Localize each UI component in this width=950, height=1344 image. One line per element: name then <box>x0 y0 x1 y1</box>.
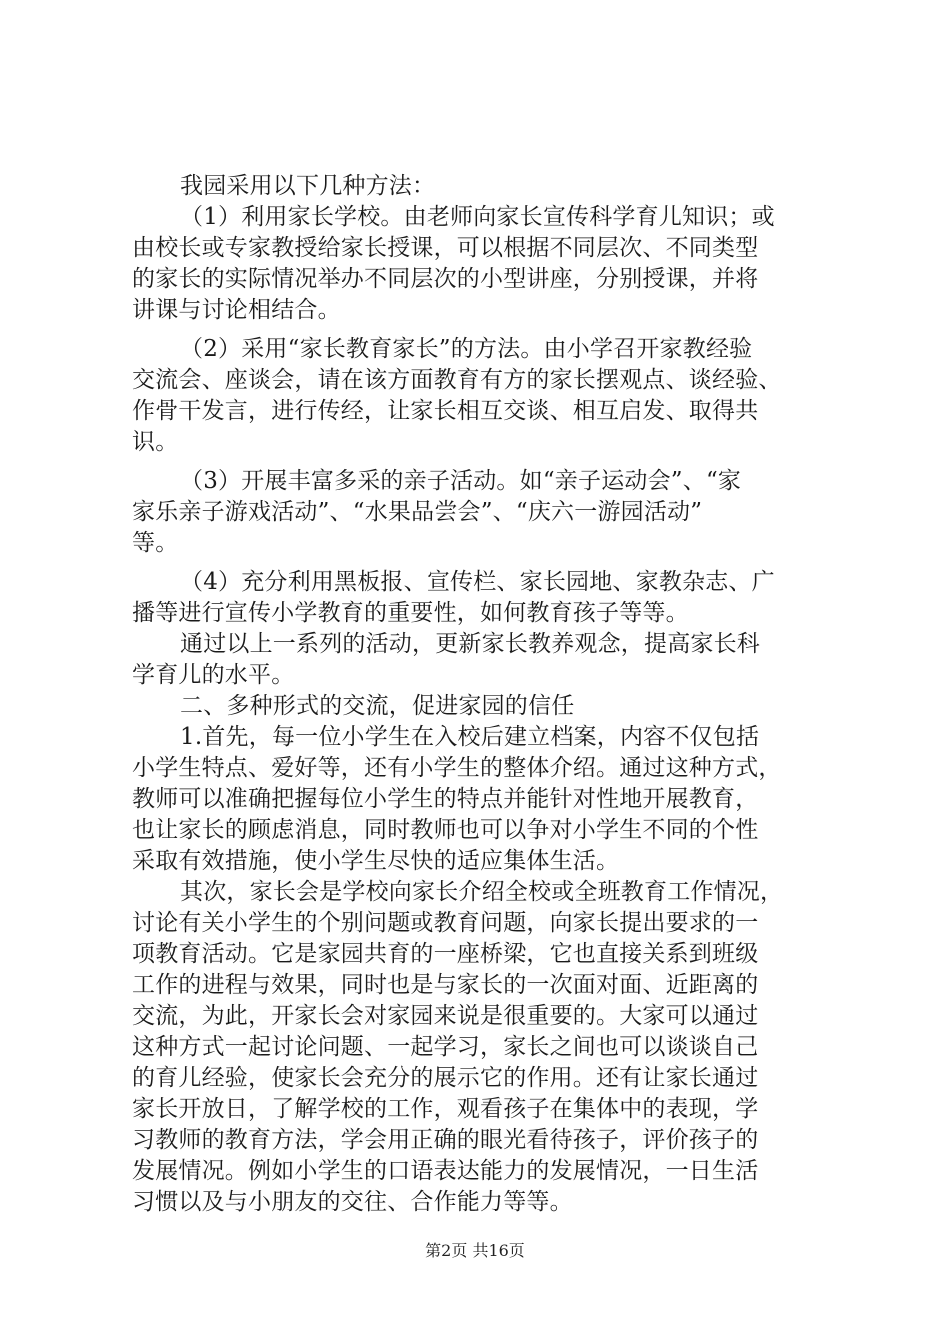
paragraph-line: 讲课与讨论相结合。 <box>132 297 341 323</box>
paragraph-line: （1）利用家长学校。由老师向家长宣传科学育儿知识；或 <box>180 204 775 230</box>
paragraph-line: 家长开放日，了解学校的工作，观看孩子在集体中的表现，学 <box>132 1096 759 1122</box>
paragraph-line: 习教师的教育方法，学会用正确的眼光看待孩子，评价孩子的 <box>132 1127 759 1153</box>
paragraph-line: 播等进行宣传小学教育的重要性，如何教育孩子等等。 <box>132 600 689 626</box>
paragraph-line: 采取有效措施，使小学生尽快的适应集体生活。 <box>132 848 620 874</box>
paragraph-line: 学育儿的水平。 <box>132 662 295 688</box>
paragraph-line: 工作的进程与效果，同时也是与家长的一次面对面、近距离的 <box>132 972 759 998</box>
paragraph-line: （2）采用“家长教育家长”的方法。由小学召开家教经验 <box>180 336 753 362</box>
paragraph-line: 讨论有关小学生的个别问题或教育问题，向家长提出要求的一 <box>132 910 759 936</box>
paragraph-line: 我园采用以下几种方法： <box>180 173 436 199</box>
paragraph-line: 作骨干发言，进行传经，让家长相互交谈、相互启发、取得共 <box>132 398 759 424</box>
document-body <box>132 171 832 1218</box>
paragraph-line: 等。 <box>132 530 179 556</box>
paragraph-line: 交流会、座谈会，请在该方面教育有方的家长摆观点、谈经验、 <box>132 367 782 393</box>
paragraph-line: 家乐亲子游戏活动”、“水果品尝会”、“庆六一游园活动” <box>132 499 703 525</box>
paragraph-line: 小学生特点、爱好等，还有小学生的整体介绍。通过这种方式， <box>132 755 782 781</box>
paragraph-line: 交流，为此，开家长会对家园来说是很重要的。大家可以通过 <box>132 1003 759 1029</box>
paragraph-line: 1.首先，每一位小学生在入校后建立档案，内容不仅包括 <box>180 724 760 750</box>
page-number: 第2页 共16页 <box>425 1241 525 1260</box>
paragraph-line: （4）充分利用黑板报、宣传栏、家长园地、家教杂志、广 <box>180 569 775 595</box>
paragraph-line: 这种方式一起讨论问题、一起学习，家长之间也可以谈谈自己 <box>132 1034 759 1060</box>
paragraph-line: 其次，家长会是学校向家长介绍全校或全班教育工作情况， <box>180 879 784 905</box>
paragraph-line: 也让家长的顾虑消息，同时教师也可以争对小学生不同的个性 <box>132 817 759 843</box>
paragraph-line: 通过以上一系列的活动，更新家长教养观念，提高家长科 <box>180 631 760 657</box>
paragraph-line: 习惯以及与小朋友的交往、合作能力等等。 <box>132 1189 573 1215</box>
paragraph-line: 由校长或专家教授给家长授课，可以根据不同层次、不同类型 <box>132 235 759 261</box>
paragraph-line: 项教育活动。它是家园共育的一座桥梁，它也直接关系到班级 <box>132 941 759 967</box>
section-heading: 二、多种形式的交流，促进家园的信任 <box>180 693 575 719</box>
paragraph-line: 发展情况。例如小学生的口语表达能力的发展情况，一日生活 <box>132 1158 759 1184</box>
paragraph-line: 教师可以准确把握每位小学生的特点并能针对性地开展教育， <box>132 786 759 812</box>
paragraph-line: 的家长的实际情况举办不同层次的小型讲座，分别授课，并将 <box>132 266 759 292</box>
paragraph-line: 的育儿经验，使家长会充分的展示它的作用。还有让家长通过 <box>132 1065 759 1091</box>
paragraph-line: （3）开展丰富多采的亲子活动。如“亲子运动会”、“家 <box>180 468 742 494</box>
paragraph-line: 识。 <box>132 429 179 455</box>
